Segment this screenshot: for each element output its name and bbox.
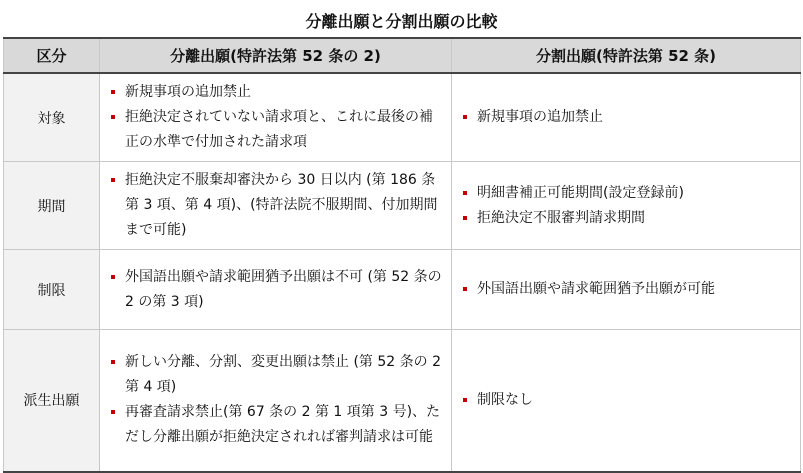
header-row [4,38,801,73]
division-cell [452,250,801,330]
list-item: 新しい分離、分割、変更出願は禁止 (第 52 条の 2 第 4 項) [108,350,445,400]
separation-cell [100,330,452,472]
list-item: 制限なし [460,388,794,413]
comparison-table [3,37,801,473]
list-item: 拒絶決定不服審判請求期間 [460,206,794,231]
bullet-icon [111,178,115,182]
header-category: 区分 [4,38,100,73]
table-row [4,250,801,330]
row-label: 対象 [4,73,100,162]
separation-cell [100,162,452,250]
separation-cell [100,73,452,162]
header-division: 分割出願(特許法第 52 条) [452,38,801,73]
division-cell [452,330,801,472]
bullet-icon [111,275,115,279]
header-separation: 分離出願(特許法第 52 条の 2) [100,38,452,73]
row-label: 期間 [4,162,100,250]
bullet-icon [463,191,467,195]
row-label: 派生出願 [4,330,100,472]
list-item: 拒絶決定されていない請求項と、これに最後の補正の水準で付加された請求項 [108,105,445,155]
row-label: 制限 [4,250,100,330]
list-item: 外国語出願や請求範囲猶予出願が可能 [460,277,794,302]
bullet-icon [111,90,115,94]
bullet-icon [111,360,115,364]
list-item: 再審査請求禁止(第 67 条の 2 第 1 項第 3 号)、ただし分離出願が拒絶決定されれば審判請求は可能 [108,400,445,450]
bullet-icon [111,410,115,414]
list-item: 外国語出願や請求範囲猶予出願は不可 (第 52 条の 2 の第 3 項) [108,265,445,315]
list-item: 明細書補正可能期間(設定登録前) [460,181,794,206]
list-item: 拒絶決定不服棄却審決から 30 日以内 (第 186 条第 3 項、第 4 項)、(特許法院不服期間、付加期間まで可能) [108,168,445,243]
bullet-icon [463,287,467,291]
bullet-icon [463,216,467,220]
table-row [4,73,801,162]
table-row [4,162,801,250]
bullet-icon [463,398,467,402]
table-row [4,330,801,472]
division-cell [452,162,801,250]
bullet-icon [111,115,115,119]
separation-cell [100,250,452,330]
division-cell [452,73,801,162]
list-item: 新規事項の追加禁止 [108,80,445,105]
list-item: 新規事項の追加禁止 [460,105,794,130]
table-title: 分離出願と分割出願の比較 [305,12,498,31]
bullet-icon [463,115,467,119]
